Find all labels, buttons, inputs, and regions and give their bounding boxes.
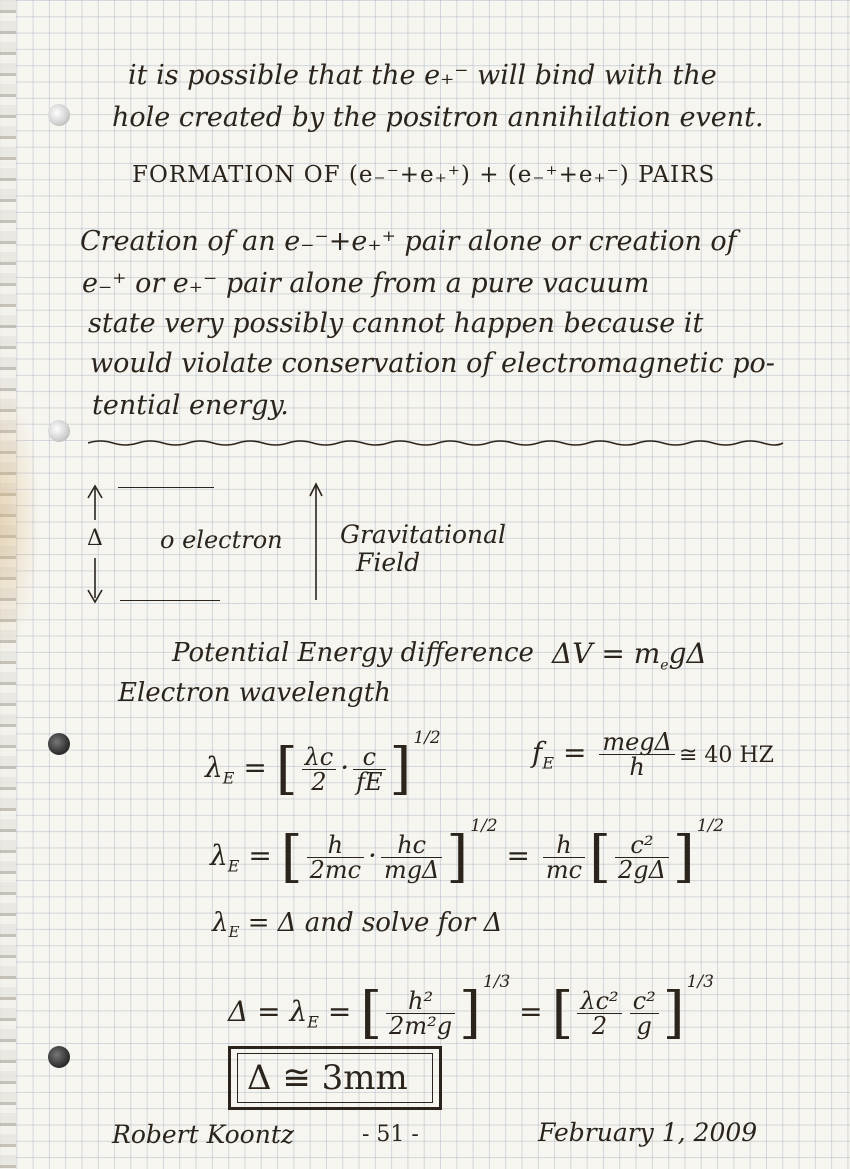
electron-label: o electron (160, 526, 283, 554)
text-line: would violate conservation of electromagnetic po- (90, 348, 775, 379)
text-line: Creation of an e₋⁻+e₊⁺ pair alone or creation of (80, 226, 737, 257)
punch-hole (48, 104, 70, 126)
wavelength-label: Electron wavelength (118, 678, 391, 708)
wavy-divider (88, 436, 788, 450)
punch-hole (48, 420, 70, 442)
page-number: - 51 - (362, 1122, 419, 1147)
equation-2: $\lambda_E$ = [ $\frac{h}{2mc}$ · $\frac{hc}{\text{mgΔ}}$ ] $^{1/2}$ = $\frac{h}{mc}$ [ $\frac{\text{c²}}{2g\Delta}$ ] $^{1/2}$ (210, 816, 725, 890)
pe-label: Potential Energy difference (172, 638, 534, 668)
text-line: hole created by the positron annihilation event. (112, 102, 764, 133)
field-label: Gravitational (340, 520, 506, 549)
section-heading: FORMATION OF (e₋⁻+e₊⁺) + (e₋⁺+e₊⁻) PAIRS (132, 162, 716, 188)
author-signature: Robert Koontz (112, 1120, 295, 1149)
punch-hole (48, 1046, 70, 1068)
equation-4: $\Delta = \lambda_E$ = [ $\frac{\text{h²}}{\text{2m²g}}$ ] $^{1/3}$ = [ $\frac{\text{λc²}}{2}$ $\frac{\text{c²}}{g}$ ] $^{1/3}$ (228, 972, 714, 1046)
field-arrow (306, 480, 326, 605)
text-line: tential energy. (92, 390, 289, 421)
punch-hole (48, 733, 70, 755)
result-box (228, 1046, 442, 1110)
date: February 1, 2009 (538, 1118, 758, 1147)
text-line: state very possibly cannot happen because it (88, 308, 704, 339)
equation-3: $\lambda_E = \Delta$ and solve for Δ (212, 908, 503, 942)
energy-level-top (118, 487, 214, 488)
equation-frequency: $f_E$ = $\frac{\text{megΔ}}{h}$ ≅ 40 HZ (532, 728, 774, 781)
energy-level-bottom (120, 600, 220, 601)
field-label: Field (356, 548, 421, 577)
result-value: Δ ≅ 3mm (247, 1058, 408, 1098)
pe-formula: $\Delta V = m_eg\Delta$ (552, 637, 707, 674)
delta-label: Δ (87, 526, 103, 551)
paper-stain (0, 380, 40, 660)
text-line: it is possible that the e₊⁻ will bind with the (128, 60, 717, 91)
equation-1: $\lambda_E$ = [ $\frac{\lambda c}{2}$ · $\frac{c}{fE}$ ] $^{1/2}$ (205, 728, 441, 802)
text-line: e₋⁺ or e₊⁻ pair alone from a pure vacuum (82, 268, 650, 299)
